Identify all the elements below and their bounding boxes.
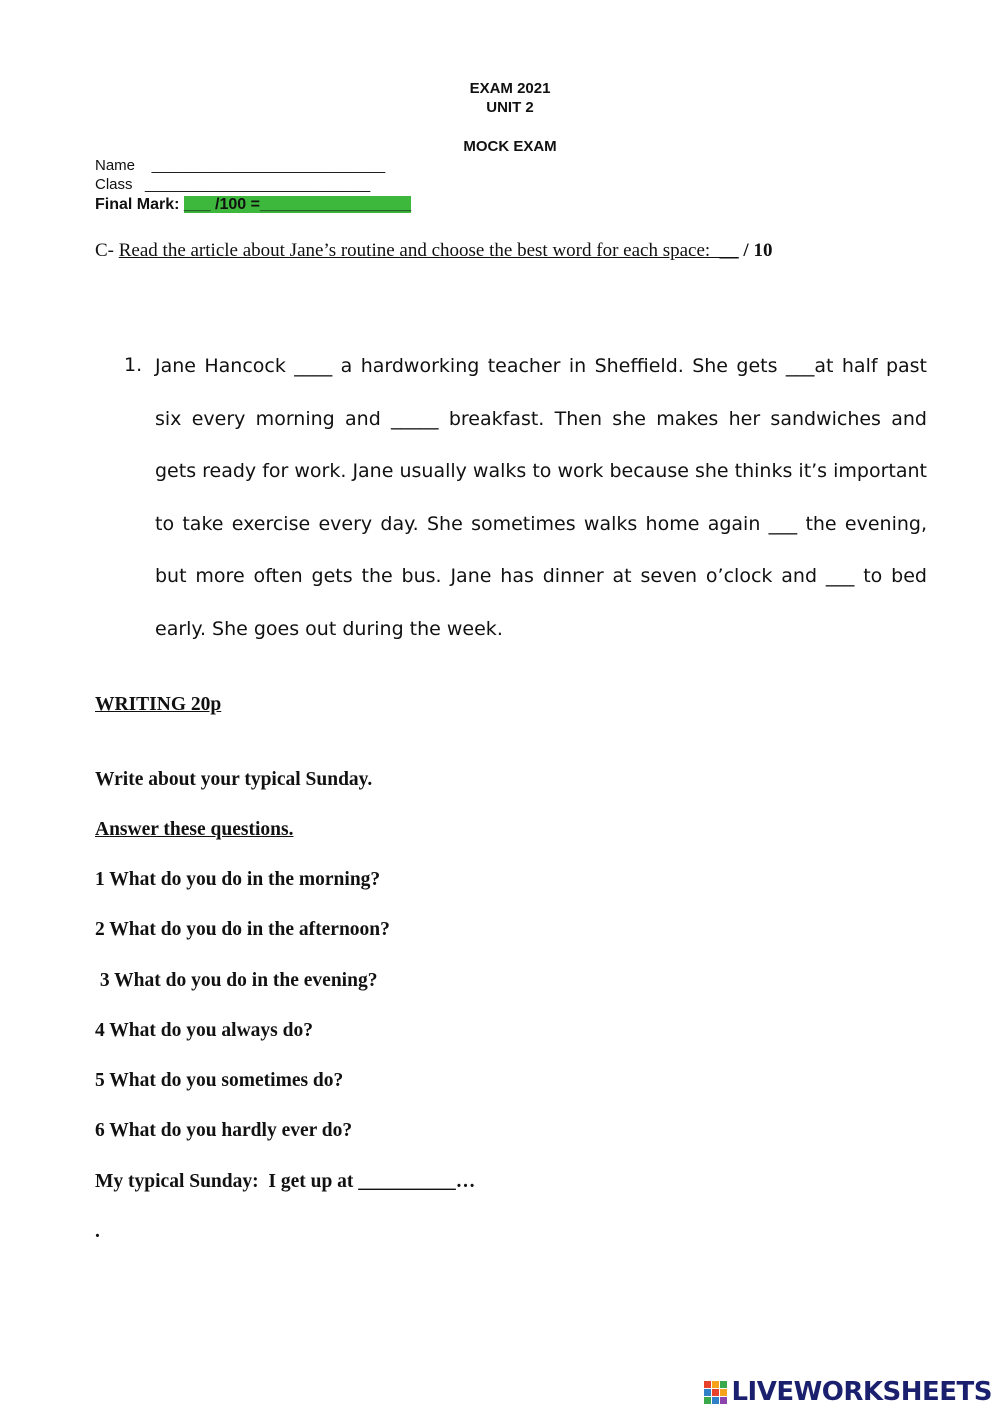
section-c-text: Read the article about Jane’s routine and choose the best word for each space: __	[118, 240, 739, 261]
unit-label: UNIT 2	[486, 99, 534, 116]
liveworksheets-logo-icon	[704, 1381, 727, 1404]
mock-exam-title: MOCK EXAM	[463, 138, 557, 155]
passage-text: Jane Hancock ____ a hardworking teacher in Sheffield. She gets ___at half past six every morning and _____ breakfast. Then she makes her sandwiches and gets ready for work. Jane usually walks to work because she thinks it’s important to take exercise every day. She sometimes walks home again ___ the evening, but more often gets the bus. Jane has dinner at seven o’clock and ___ to bed early. She goes out during the week.	[155, 355, 927, 640]
question-item: 1 What do you do in the morning?	[95, 869, 381, 890]
writing-prompt: Write about your typical Sunday.	[95, 769, 373, 790]
name-field: Name ____________________________	[95, 157, 386, 174]
question-item: 3 What do you do in the evening?	[95, 970, 378, 991]
writing-title: WRITING 20p	[95, 694, 222, 715]
class-field: Class ___________________________	[95, 176, 371, 193]
section-c-score: / 10	[738, 240, 773, 261]
question-item: 5 What do you sometimes do?	[95, 1070, 344, 1091]
sunday-starter: My typical Sunday: I get up at __________…	[95, 1171, 476, 1192]
trailing-dot: .	[95, 1221, 100, 1242]
passage-number: 1.	[124, 354, 143, 376]
question-item: 4 What do you always do?	[95, 1020, 313, 1041]
liveworksheets-logo[interactable]	[704, 1377, 992, 1407]
section-c-instruction	[95, 240, 772, 262]
final-mark-value: ___ /100 =_________________	[183, 196, 412, 213]
exam-year: EXAM 2021	[469, 80, 551, 97]
question-item: 6 What do you hardly ever do?	[95, 1120, 353, 1141]
question-item: 2 What do you do in the afternoon?	[95, 919, 390, 940]
questions-title: Answer these questions.	[95, 819, 294, 840]
final-mark-label: Final Mark:	[95, 196, 184, 213]
final-mark	[95, 196, 411, 214]
section-c-prefix: C-	[95, 240, 119, 261]
liveworksheets-logo-text: LIVEWORKSHEETS	[731, 1377, 992, 1407]
